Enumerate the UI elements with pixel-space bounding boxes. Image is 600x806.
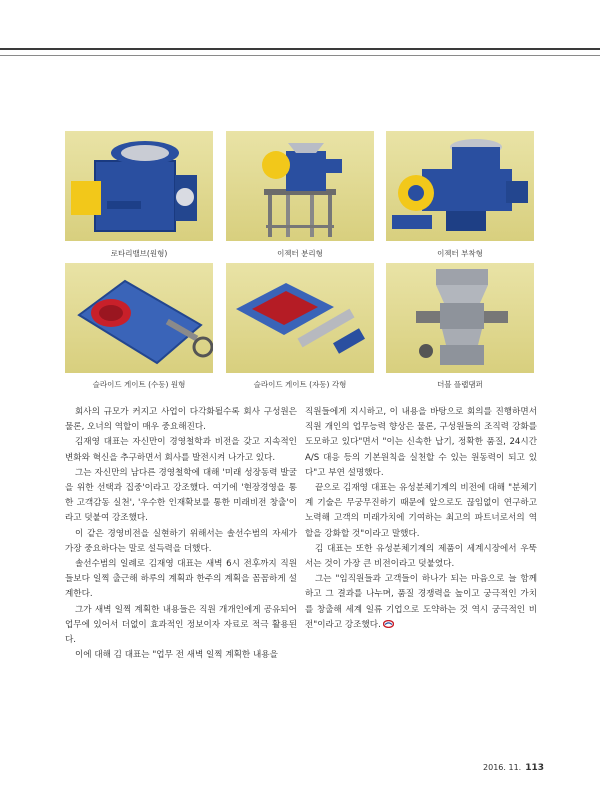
page-number: 113: [525, 763, 544, 773]
paragraph: 그가 새벽 일찍 계획한 내용들은 직원 개개인에게 공유되어 업무에 있어서 더없이 효과적인 정보이자 자료로 적극 활용된다.: [65, 604, 297, 646]
paragraph: 김 대표는 또한 유성분체기계의 제품이 세계시장에서 우뚝 서는 것이 가장 큰 비전이라고 덧붙였다.: [305, 543, 537, 570]
product-caption-1: 로타리밸브(원형): [110, 249, 168, 258]
paragraph: 끝으로 김재영 대표는 유성분체기계의 비전에 대해 "분체기계 기술은 무궁무진하기 때문에 앞으로도 끊임없이 연구하고 노력해 고객의 미래가치에 기여하는 최고의 파트너로서의 역할을 강화할 것"이라고 말했다.: [305, 483, 537, 539]
product-photo-6: [386, 263, 534, 373]
slide-gate-auto-square-icon: [226, 263, 374, 373]
rotary-valve-round-icon: [65, 131, 213, 241]
header-rule-thin: [0, 55, 600, 56]
ejector-attached-icon: [386, 131, 534, 241]
product-caption-6: 더블 플랩댐퍼: [437, 380, 483, 389]
paragraph: 회사의 규모가 커지고 사업이 다각화될수록 회사 구성원은 물론, 오너의 역할이 매우 중요해진다.: [65, 407, 297, 433]
page-footer: [483, 763, 544, 773]
product-caption-2: 이젝터 분리형: [277, 249, 323, 258]
product-caption-3: 이젝터 부착형: [437, 249, 483, 258]
header-rule: [0, 48, 600, 50]
paragraph: 김재영 대표는 자신만이 경영철학과 비전을 갖고 지속적인 변화와 혁신을 추구하면서 회사를 발전시켜 나가고 있다.: [65, 437, 297, 463]
product-photo-5: [226, 263, 374, 373]
paragraph: [305, 572, 537, 633]
body-column-left: [65, 405, 297, 663]
product-photo-4: [65, 263, 213, 373]
product-caption-5: 슬라이드 게이트 (자동) 각형: [253, 380, 347, 389]
double-flap-damper-icon: [386, 263, 534, 373]
product-photo-1: [65, 131, 213, 241]
product-caption-4: 슬라이드 게이트 (수동) 원형: [92, 380, 186, 389]
product-photo-3: [386, 131, 534, 241]
paragraph: 직원들에게 지시하고, 이 내용을 바탕으로 회의를 진행하면서 직원 개인의 업무능력 향상은 물론, 구성원들의 조직력 강화를 도모하고 있다"면서 "이는 신속한 납기, 정확한 품질, 24시간 A/S 대응 등의 기본원칙을 실천할 수 있는 원동력이 되고 있다"고 부연 설명했다.: [305, 407, 537, 478]
slide-gate-manual-round-icon: [65, 263, 213, 373]
body-column-right: [305, 405, 537, 633]
ejector-separate-icon: [226, 131, 374, 241]
paragraph: 그는 자신만의 남다른 경영철학에 대해 '미래 성장동력 발굴을 위한 선택과 집중'이라고 강조했다. 여기에 '현장경영을 통한 고객감동 실천', '우수한 인재확보를 통한 미래비전 창출'이라고 덧붙여 강조했다.: [65, 467, 297, 524]
paragraph: 이에 대해 김 대표는 "업무 전 새벽 일찍 계획한 내용을: [75, 650, 278, 661]
issue-date: 2016. 11.: [483, 763, 522, 772]
paragraph-text: 그는 "임직원들과 고객들이 하나가 되는 마음으로 늘 함께하고 그 결과를 나누며, 품질 경쟁력을 높이고 궁극적인 가치를 창출해 세계 일류 기업으로 도약하는 것 역시 궁극적인 비전"이라고 강조했다.: [305, 574, 537, 630]
product-photo-2: [226, 131, 374, 241]
paragraph: 이 같은 경영비전을 실현하기 위해서는 솔선수범의 자세가 가장 중요하다는 말로 설득력을 더했다.: [65, 528, 297, 554]
article-end-icon: [383, 620, 394, 628]
paragraph: 솔선수범의 일례로 김재영 대표는 새벽 6시 전후까지 직원들보다 일찍 출근해 하루의 계획과 한주의 계획을 꼼꼼하게 설계한다.: [65, 559, 297, 600]
